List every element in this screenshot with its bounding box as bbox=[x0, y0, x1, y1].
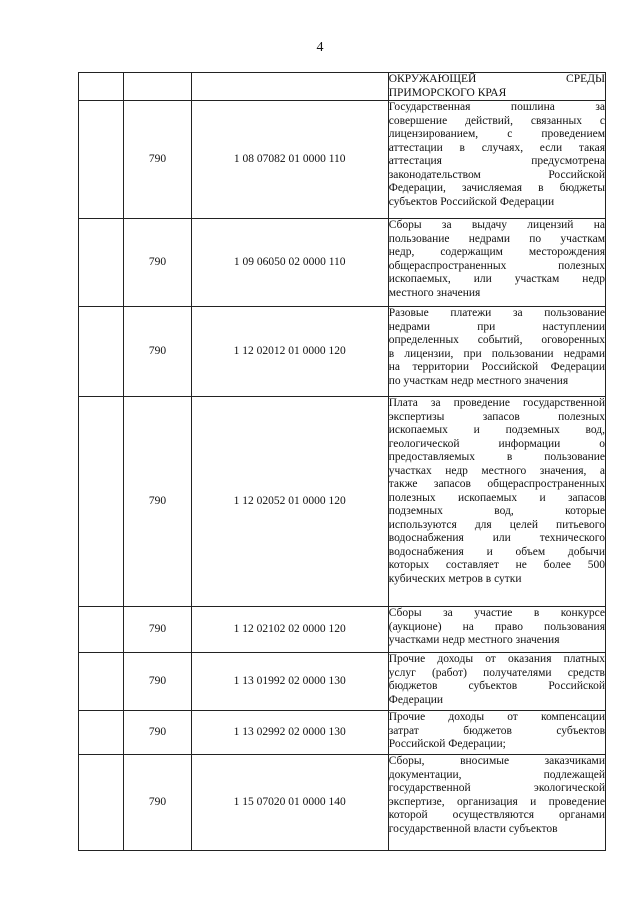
table-row bbox=[79, 755, 606, 851]
description-line: кубических метров в сутки bbox=[388, 572, 522, 585]
description-line: государственной экологической bbox=[388, 782, 605, 794]
budget-classification-code-cell: 1 13 02992 02 0000 130 bbox=[191, 711, 388, 755]
description-line: недр, содержащим месторождения bbox=[388, 246, 605, 258]
row-number-cell bbox=[79, 307, 124, 397]
description-line: недрами при наступлении bbox=[388, 320, 605, 333]
description-line: ископаемых и подземных вод, bbox=[388, 424, 605, 436]
description-line: Сборы, вносимые заказчиками bbox=[388, 755, 605, 767]
revenue-description-cell bbox=[388, 73, 605, 101]
row-number-cell bbox=[79, 755, 124, 851]
table-body bbox=[79, 73, 606, 851]
description-line: используются для целей питьевого bbox=[388, 518, 605, 531]
revenue-description-cell bbox=[388, 653, 605, 711]
budget-classification-code-cell: 1 09 06050 02 0000 110 bbox=[191, 219, 388, 307]
revenue-description-cell bbox=[388, 307, 605, 397]
revenue-description-cell bbox=[388, 607, 605, 653]
admin-code-cell: 790 bbox=[124, 755, 191, 851]
description-line: общераспространенных полезных bbox=[388, 259, 605, 272]
row-number-cell bbox=[79, 219, 124, 307]
description-line: также запасов общераспространенных bbox=[388, 478, 605, 490]
description-line: ископаемых, или участкам недр bbox=[388, 273, 605, 285]
description-line: услуг (работ) получателями средств bbox=[388, 666, 605, 679]
description-line: по участкам недр местного значения bbox=[388, 374, 569, 387]
description-line: ПРИМОРСКОГО КРАЯ bbox=[388, 86, 507, 99]
revenue-description-cell bbox=[388, 219, 605, 307]
budget-classification-code-cell: 1 08 07082 01 0000 110 bbox=[191, 101, 388, 219]
description-line: в лицензии, при пользовании недрами bbox=[388, 347, 605, 360]
description-line: экспертизы запасов полезных bbox=[388, 410, 605, 423]
description-line: Прочие доходы от оказания платных bbox=[388, 653, 605, 665]
table-row bbox=[79, 397, 606, 607]
admin-code-cell: 790 bbox=[124, 653, 191, 711]
admin-code-cell: 790 bbox=[124, 607, 191, 653]
description-line: подземных вод, которые bbox=[388, 505, 605, 517]
description-line: местного значения bbox=[388, 286, 481, 299]
row-number-cell bbox=[79, 397, 124, 607]
revenue-description-cell bbox=[388, 755, 605, 851]
admin-code-cell: 790 bbox=[124, 219, 191, 307]
description-line: Прочие доходы от компенсации bbox=[388, 711, 605, 723]
row-number-cell bbox=[79, 711, 124, 755]
revenue-description-cell bbox=[388, 101, 605, 219]
row-number-cell bbox=[79, 73, 124, 101]
description-line: полезных ископаемых и запасов bbox=[388, 491, 605, 504]
table-row bbox=[79, 101, 606, 219]
description-line: определенных событий, оговоренных bbox=[388, 334, 605, 346]
description-line: государственной власти субъектов bbox=[388, 822, 558, 835]
budget-classification-code-cell bbox=[191, 73, 388, 101]
table-row bbox=[79, 73, 606, 101]
description-line: затрат бюджетов субъектов bbox=[388, 724, 605, 737]
description-line: водоснабжения и объем добычи bbox=[388, 545, 605, 558]
table-row bbox=[79, 711, 606, 755]
description-line: Сборы за выдачу лицензий на bbox=[388, 219, 605, 231]
row-number-cell bbox=[79, 653, 124, 711]
description-line: совершение действий, связанных с bbox=[388, 114, 605, 127]
description-line: Плата за проведение государственной bbox=[388, 397, 605, 409]
description-line: участками недр местного значения bbox=[388, 634, 560, 646]
description-line: Федерации, зачисляемая в бюджеты bbox=[388, 182, 605, 194]
revenue-description-cell bbox=[388, 711, 605, 755]
description-line: экспертизе, организация и проведение bbox=[388, 795, 605, 808]
description-line: бюджетов субъектов Российской bbox=[388, 680, 605, 692]
description-line: водоснабжения или технического bbox=[388, 532, 605, 544]
description-line: Государственная пошлина за bbox=[388, 101, 605, 113]
description-line: Сборы за участие в конкурсе bbox=[388, 607, 605, 619]
budget-classification-code-cell: 1 12 02052 01 0000 120 bbox=[191, 397, 388, 607]
admin-code-cell: 790 bbox=[124, 307, 191, 397]
admin-code-cell: 790 bbox=[124, 711, 191, 755]
table-row bbox=[79, 307, 606, 397]
budget-classification-code-cell: 1 15 07020 01 0000 140 bbox=[191, 755, 388, 851]
description-line: геологической информации о bbox=[388, 437, 605, 450]
admin-code-cell bbox=[124, 73, 191, 101]
description-line: Российской Федерации; bbox=[388, 738, 506, 750]
description-line: ОКРУЖАЮЩЕЙ СРЕДЫ bbox=[388, 73, 605, 85]
description-line: пользование недрами по участкам bbox=[388, 232, 605, 245]
table-row bbox=[79, 653, 606, 711]
admin-code-cell: 790 bbox=[124, 101, 191, 219]
page-number: 4 bbox=[316, 40, 324, 55]
description-line: аттестация предусмотрена bbox=[388, 155, 605, 167]
revenue-description-cell bbox=[388, 397, 605, 607]
description-line: Разовые платежи за пользование bbox=[388, 307, 605, 319]
description-line: аттестации в случаях, если такая bbox=[388, 141, 605, 154]
description-line: субъектов Российской Федерации bbox=[388, 195, 555, 208]
description-line: участках недр местного значения, а bbox=[388, 464, 605, 477]
description-line: лицензированием, с проведением bbox=[388, 128, 605, 140]
description-line: Федерации bbox=[388, 693, 444, 706]
description-line: законодательством Российской bbox=[388, 168, 605, 181]
admin-code-cell: 790 bbox=[124, 397, 191, 607]
row-number-cell bbox=[79, 607, 124, 653]
description-line: которых составляет не более 500 bbox=[388, 559, 605, 571]
description-line: (аукционе) на право пользования bbox=[388, 620, 605, 633]
budget-classification-code-cell: 1 12 02012 01 0000 120 bbox=[191, 307, 388, 397]
description-line: которой осуществляются органами bbox=[388, 809, 605, 821]
description-line: на территории Российской Федерации bbox=[388, 361, 605, 373]
budget-classification-code-cell: 1 12 02102 02 0000 120 bbox=[191, 607, 388, 653]
table-row bbox=[79, 607, 606, 653]
revenue-codes-table bbox=[78, 72, 606, 851]
budget-classification-code-cell: 1 13 01992 02 0000 130 bbox=[191, 653, 388, 711]
table-row bbox=[79, 219, 606, 307]
row-number-cell bbox=[79, 101, 124, 219]
description-line: предоставляемых в пользование bbox=[388, 451, 605, 463]
description-line: документации, подлежащей bbox=[388, 768, 605, 781]
